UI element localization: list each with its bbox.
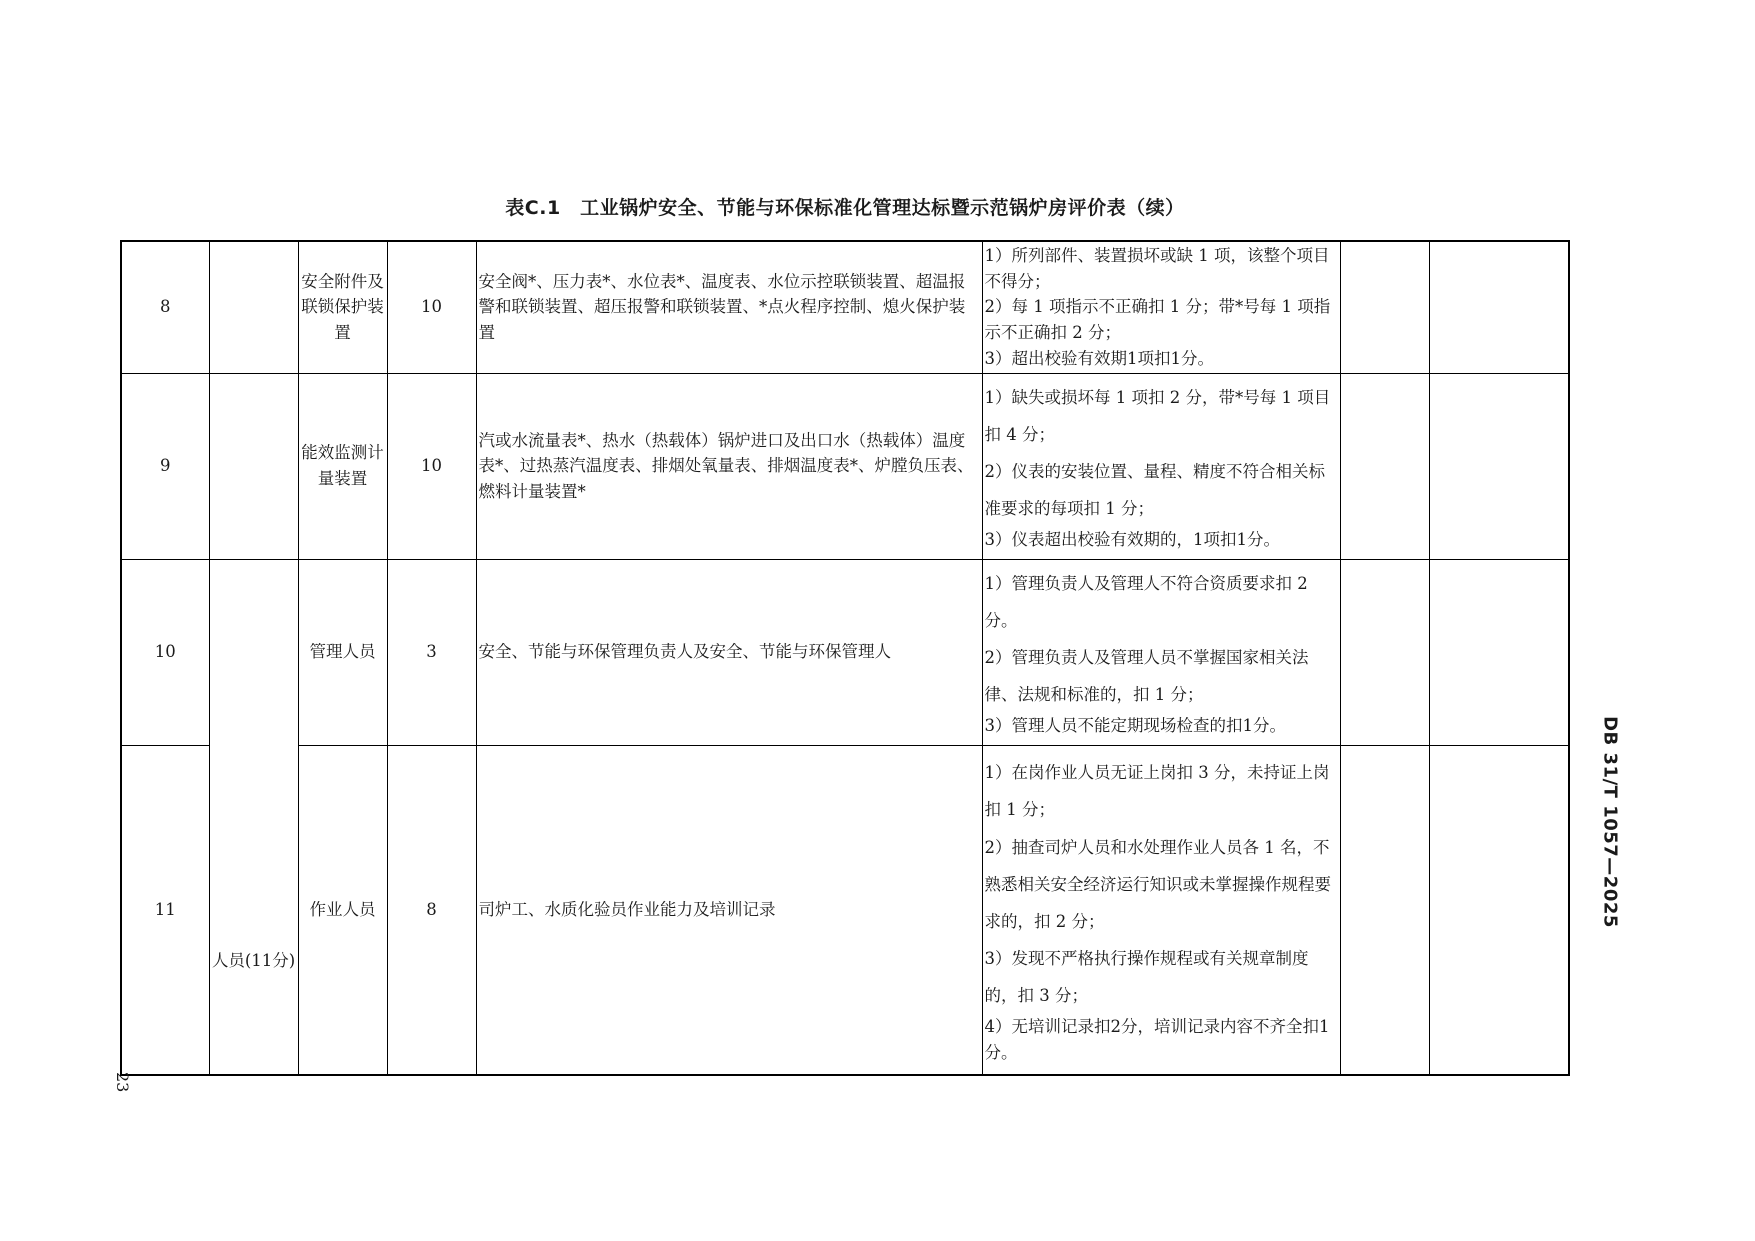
category-cell <box>209 241 298 373</box>
content-cell: 安全阀*、压力表*、水位表*、温度表、水位示控联锁装置、超温报警和联锁装置、超压报警和联锁装置、*点火程序控制、熄火保护装置 <box>476 241 982 373</box>
empty-cell <box>1429 745 1569 1075</box>
criteria-line: 3）超出校验有效期1项扣1分。 <box>984 348 1214 368</box>
criteria-line: 2）抽查司炉人员和水处理作业人员各 1 名，不熟悉相关安全经济运行知识或未掌握操作规程要求的，扣 2 分； <box>984 837 1331 931</box>
empty-cell <box>1429 559 1569 745</box>
empty-cell <box>1340 373 1429 559</box>
table-title: 表C.1 工业锅炉安全、节能与环保标准化管理达标暨示范锅炉房评价表（续） <box>505 197 1185 219</box>
content-cell: 安全、节能与环保管理负责人及安全、节能与环保管理人 <box>476 559 982 745</box>
criteria-line: 2）仪表的安装位置、量程、精度不符合相关标准要求的每项扣 1 分； <box>984 462 1325 519</box>
content-cell: 汽或水流量表*、热水（热载体）锅炉进口及出口水（热载体）温度表*、过热蒸汽温度表、排烟处氧量表、排烟温度表*、炉膛负压表、 燃料计量装置* <box>476 373 982 559</box>
criteria-line: 1）在岗作业人员无证上岗扣 3 分，未持证上岗扣 1 分； <box>984 763 1330 820</box>
category-personnel: 人员(11分) <box>209 559 298 1075</box>
row-number: 11 <box>121 745 209 1075</box>
standard-number-header: DB 31/T 1057—2025 <box>1599 716 1621 928</box>
item-cell: 安全附件及联锁保护装置 <box>298 241 387 373</box>
criteria-line: 1）所列部件、装置损坏或缺 1 项，该整个项目不得分； <box>984 246 1330 291</box>
criteria-line: 3）仪表超出校验有效期的，1项扣1分。 <box>984 530 1280 550</box>
criteria-cell <box>982 745 1340 1075</box>
table-row <box>121 241 1569 373</box>
score-cell: 10 <box>387 241 476 373</box>
score-cell: 8 <box>387 745 476 1075</box>
table-row <box>121 745 1569 1075</box>
row-number: 9 <box>121 373 209 559</box>
empty-cell <box>1340 241 1429 373</box>
criteria-line: 3）管理人员不能定期现场检查的扣1分。 <box>984 716 1286 736</box>
empty-cell <box>1340 745 1429 1075</box>
criteria-cell <box>982 373 1340 559</box>
table-row <box>121 559 1569 745</box>
criteria-cell <box>982 241 1340 373</box>
row-number: 10 <box>121 559 209 745</box>
empty-cell <box>1429 373 1569 559</box>
score-cell: 3 <box>387 559 476 745</box>
item-cell: 能效监测计量装置 <box>298 373 387 559</box>
category-cell <box>209 373 298 559</box>
criteria-line: 2）每 1 项指示不正确扣 1 分；带*号每 1 项指示不正确扣 2 分； <box>984 297 1331 343</box>
criteria-cell <box>982 559 1340 745</box>
evaluation-table <box>120 240 1570 1076</box>
item-cell: 作业人员 <box>298 745 387 1075</box>
empty-cell <box>1340 559 1429 745</box>
criteria-line: 2）管理负责人及管理人员不掌握国家相关法律、法规和标准的，扣 1 分； <box>984 648 1309 705</box>
page-number: 23 <box>113 1072 132 1093</box>
content-cell: 司炉工、水质化验员作业能力及培训记录 <box>476 745 982 1075</box>
criteria-line: 1）缺失或损坏每 1 项扣 2 分，带*号每 1 项目扣 4 分； <box>984 387 1331 445</box>
criteria-line: 3）发现不严格执行操作规程或有关规章制度的，扣 3 分； <box>984 948 1309 1005</box>
criteria-line: 1）管理负责人及管理人不符合资质要求扣 2 分。 <box>984 573 1308 631</box>
item-cell: 管理人员 <box>298 559 387 745</box>
row-number: 8 <box>121 241 209 373</box>
score-cell: 10 <box>387 373 476 559</box>
table-row <box>121 373 1569 559</box>
empty-cell <box>1429 241 1569 373</box>
criteria-line: 4）无培训记录扣2分，培训记录内容不齐全扣1分。 <box>984 1017 1330 1062</box>
